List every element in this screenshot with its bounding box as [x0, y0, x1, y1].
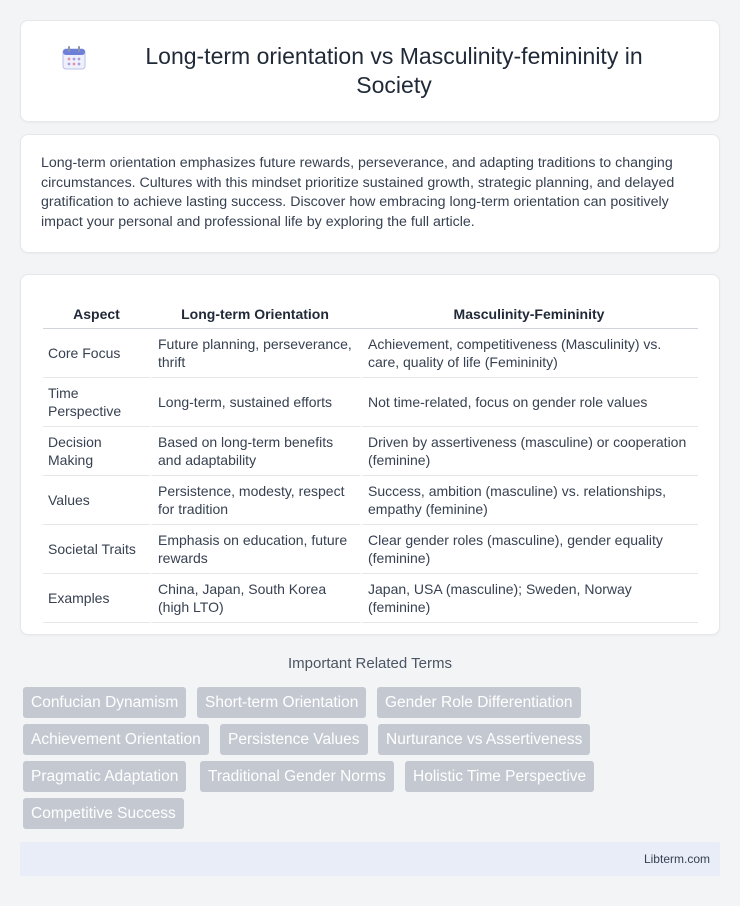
term-tag[interactable]: Competitive Success	[23, 798, 184, 829]
aspect-cell: Societal Traits	[43, 525, 150, 574]
aspect-cell: Decision Making	[43, 427, 150, 476]
term-tag[interactable]: Gender Role Differentiation	[377, 687, 581, 718]
aspect-cell: Values	[43, 476, 150, 525]
term-tag[interactable]: Nurturance vs Assertiveness	[378, 724, 590, 755]
mf-cell: Clear gender roles (masculine), gender equality (feminine)	[360, 525, 698, 574]
mf-cell: Driven by assertiveness (masculine) or cooperation (feminine)	[360, 427, 698, 476]
lto-cell: Persistence, modesty, respect for tradition	[150, 476, 360, 525]
mf-cell: Japan, USA (masculine); Sweden, Norway (feminine)	[360, 574, 698, 623]
term-tag[interactable]: Holistic Time Perspective	[405, 761, 594, 792]
table-row	[43, 525, 698, 574]
term-tag[interactable]: Confucian Dynamism	[23, 687, 186, 718]
mf-cell: Success, ambition (masculine) vs. relationships, empathy (feminine)	[360, 476, 698, 525]
header-aspect: Aspect	[43, 295, 150, 329]
table-row	[43, 329, 698, 378]
header-long-term-orientation: Long-term Orientation	[150, 295, 360, 329]
footer-site-link[interactable]: Libterm.com	[643, 852, 710, 866]
term-tag[interactable]: Short-term Orientation	[197, 687, 366, 718]
page-title: Long-term orientation vs Masculinity-femininity in Society	[145, 43, 643, 98]
header-masculinity-femininity: Masculinity-Femininity	[360, 295, 698, 329]
lto-cell: China, Japan, South Korea (high LTO)	[150, 574, 360, 623]
aspect-cell: Examples	[43, 574, 150, 623]
term-tag[interactable]: Pragmatic Adaptation	[23, 761, 186, 792]
mf-cell: Not time-related, focus on gender role values	[360, 378, 698, 427]
lto-cell: Emphasis on education, future rewards	[150, 525, 360, 574]
term-tag[interactable]: Traditional Gender Norms	[200, 761, 394, 792]
table-row	[43, 574, 698, 623]
intro-paragraph: Long-term orientation emphasizes future rewards, perseverance, and adapting traditions to changing circumstances. Cultures with this mindset prioritize sustained growth, strategic planning, and delayed gratification to achieve lasting success. Discover how embracing long-term orientation can positively impact your personal and professional life by exploring the full article.	[41, 155, 675, 231]
footer	[20, 842, 720, 876]
comparison-table	[43, 295, 698, 623]
related-terms-heading: Important Related Terms	[288, 655, 452, 672]
table-row	[43, 427, 698, 476]
table-row	[43, 378, 698, 427]
comparison-card	[20, 274, 720, 635]
aspect-cell: Time Perspective	[43, 378, 150, 427]
lto-cell: Based on long-term benefits and adaptability	[150, 427, 360, 476]
table-header-row	[43, 295, 698, 329]
aspect-cell: Core Focus	[43, 329, 150, 378]
lto-cell: Long-term, sustained efforts	[150, 378, 360, 427]
table-row	[43, 476, 698, 525]
lto-cell: Future planning, perseverance, thrift	[150, 329, 360, 378]
title-card	[20, 20, 720, 122]
term-tag[interactable]: Achievement Orientation	[23, 724, 209, 755]
mf-cell: Achievement, competitiveness (Masculinity) vs. care, quality of life (Femininity)	[360, 329, 698, 378]
term-tag[interactable]: Persistence Values	[220, 724, 368, 755]
intro-card	[20, 134, 720, 253]
calendar-icon	[61, 45, 87, 71]
